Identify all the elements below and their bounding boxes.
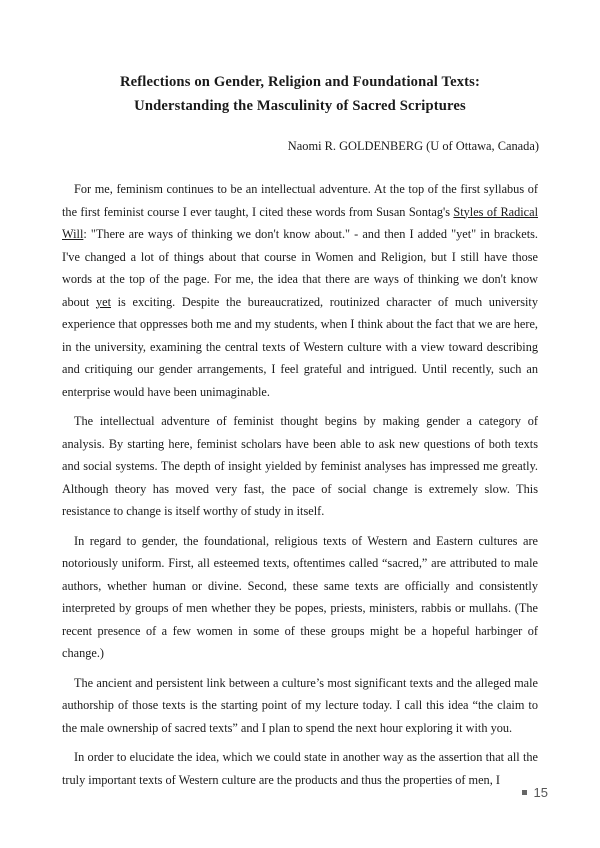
paragraph-1-part-b: : "There are ways of thinking we don't know about." - and then I added "yet" in brackets. I've changed a lot of things about that course in Women and Religion, but I still have those words at the top of the page. For me, the idea that there are ways of thinking we don't know about — [62, 227, 538, 309]
square-bullet-icon — [522, 790, 527, 795]
title-line-1: Reflections on Gender, Religion and Foundational Texts: — [119, 74, 481, 90]
paragraph-5: In order to elucidate the idea, which we could state in another way as the assertion that all the truly important texts of Western culture are the products and thus the properties of men, I — [62, 750, 538, 787]
emphasis-yet: yet — [95, 294, 111, 309]
page-number — [522, 785, 548, 800]
body-text — [62, 178, 538, 798]
author-byline: Naomi R. GOLDENBERG (U of Ottawa, Canada) — [287, 139, 539, 153]
page-number-label: 15 — [533, 785, 548, 800]
paragraph-4: The ancient and persistent link between a culture’s most significant texts and the alleged male authorship of those texts is the starting point of my lecture today. I call this idea “the claim to the male ownership of sacred texts” and I plan to spend the next hour exploring it with you. — [62, 675, 538, 735]
paragraph-3: In regard to gender, the foundational, religious texts of Western and Eastern cultures are notoriously uniform. First, all esteemed texts, oftentimes called “sacred,” are attributed to male authors, whether human or divine. Second, these same texts are officially and consistently interpreted by groups of men whether they be popes, priests, ministers, rabbis or mullahs. (The recent presence of a few women in some of these groups might be a hopeful harbinger of change.) — [62, 533, 538, 660]
book-title-styles-of-radical-will: Styles of Radical Will — [62, 204, 538, 241]
paragraph-1-part-a: For me, feminism continues to be an intellectual adventure. At the top of the first syllabus of the first feminist course I ever taught, I cited these words from Susan Sontag's — [62, 182, 538, 219]
paragraph-2: The intellectual adventure of feminist thought begins by making gender a category of analysis. By starting here, feminist scholars have been able to ask new questions of both texts and social systems. The depth of insight yielded by feminist analyses has impressed me greatly. Although theory has moved very fast, the pace of social change is extremely slow. This resistance to change is itself worthy of study in itself. — [62, 414, 538, 518]
paragraph-1-part-c: is exciting. Despite the bureaucratized, routinized character of much university experience that oppresses both me and my students, when I think about the fact that we are here, in the university, examining the central texts of Western culture with a view toward describing and critiquing our gender arrangements, I feel grateful and intrigued. Until recently, such an enterprise would have been unimaginable. — [62, 294, 538, 399]
title-line-2: Understanding the Masculinity of Sacred Scriptures — [134, 98, 466, 114]
paragraph-1 — [62, 178, 538, 403]
